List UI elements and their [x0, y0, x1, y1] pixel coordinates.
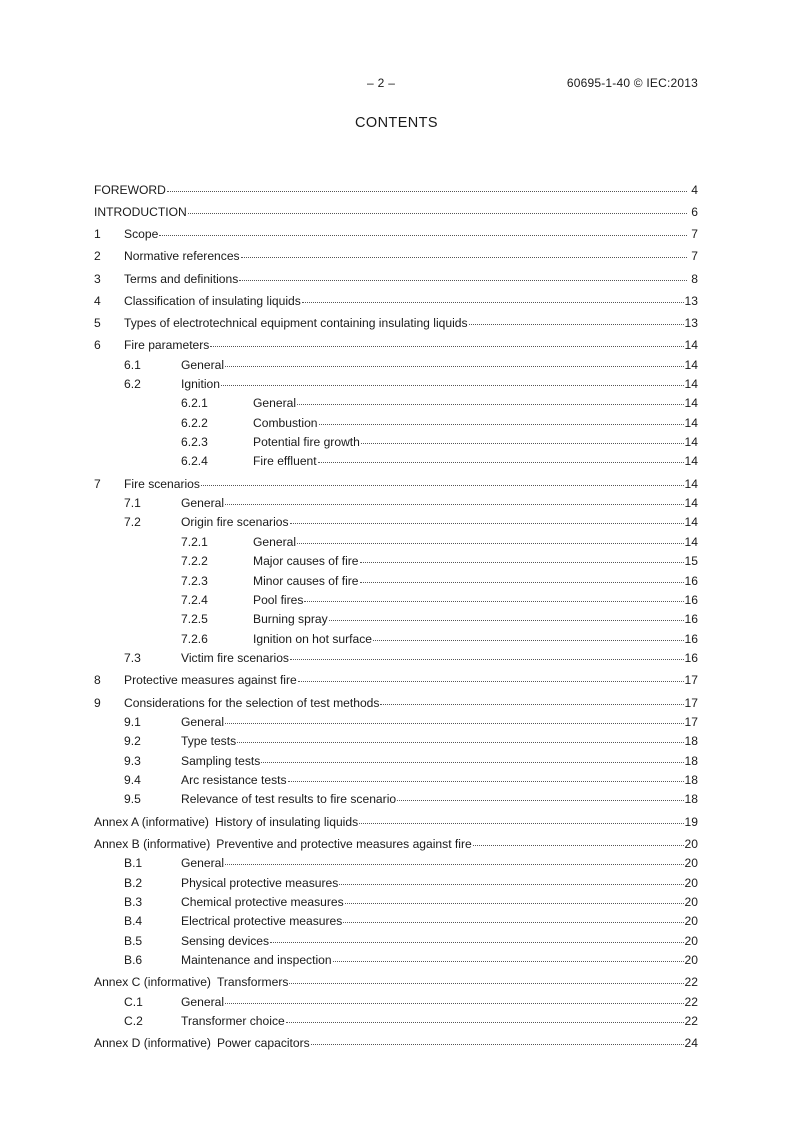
toc-entry[interactable]	[94, 270, 698, 289]
toc-entry-title: Normative references	[124, 249, 240, 264]
toc-entry-page: 16	[684, 573, 698, 588]
toc-entry-title: Minor causes of fire	[253, 573, 359, 588]
dot-leader	[298, 669, 684, 682]
toc-entry[interactable]	[94, 247, 698, 266]
dot-leader	[380, 692, 683, 705]
dot-leader	[297, 531, 684, 544]
toc-entry-page: 17	[684, 673, 698, 688]
document-reference: 60695-1-40 © IEC:2013	[566, 76, 698, 90]
dot-leader	[373, 628, 684, 641]
toc-entry-number: C.1	[124, 994, 143, 1009]
toc-entry-page: 14	[684, 396, 698, 411]
toc-entry-page: 14	[684, 357, 698, 372]
toc-entry-number: 7.2.4	[181, 592, 208, 607]
toc-entry-page: 14	[684, 476, 698, 491]
toc-entry-title: Major causes of fire	[253, 554, 359, 569]
toc-entry-title: Types of electrotechnical equipment containing insulating liquids	[124, 315, 468, 330]
toc-entry-page: 20	[684, 933, 698, 948]
toc-entry-page: 14	[684, 496, 698, 511]
dot-leader	[286, 1010, 684, 1023]
toc-entry-title: Transformer choice	[181, 1014, 285, 1029]
toc-entry-title: Combustion	[253, 415, 318, 430]
dot-leader	[304, 589, 683, 602]
toc-entry-page: 16	[684, 592, 698, 607]
toc-entry-page: 14	[684, 454, 698, 469]
dot-leader	[289, 971, 683, 984]
toc-entry-title: Transformers	[216, 975, 289, 990]
toc-entry-number: 9	[94, 695, 101, 710]
toc-entry-number: B.5	[124, 933, 143, 948]
toc-entry-page: 14	[684, 415, 698, 430]
dot-leader	[225, 711, 684, 724]
toc-entry-number: B.3	[124, 895, 143, 910]
dot-leader	[188, 201, 687, 214]
toc-entry[interactable]	[94, 1012, 698, 1031]
toc-entry-number: 6.2.2	[181, 415, 208, 430]
toc-entry-number: C.2	[124, 1014, 143, 1029]
toc-entry-number: 1	[94, 227, 101, 242]
toc-entry-title: Fire effluent	[253, 454, 317, 469]
toc-entry-number: 9.4	[124, 773, 141, 788]
toc-entry-title: Pool fires	[253, 592, 304, 607]
toc-entry-title: INTRODUCTION	[94, 204, 187, 219]
toc-entry-number: 7.3	[124, 651, 141, 666]
toc-entry-title: Fire parameters	[124, 338, 210, 353]
toc-entry-page: 17	[684, 714, 698, 729]
toc-entry-number: B.2	[124, 875, 143, 890]
dot-leader	[473, 833, 684, 846]
toc-entry[interactable]	[94, 671, 698, 690]
toc-entry-page: 7	[691, 249, 698, 264]
dot-leader	[359, 811, 683, 824]
toc-entry-page: 22	[684, 1014, 698, 1029]
dot-leader	[297, 392, 684, 405]
toc-entry-number: 7.2.3	[181, 573, 208, 588]
dot-leader	[318, 450, 684, 463]
toc-entry-title: General	[181, 357, 225, 372]
toc-entry-number: Annex B (informative)	[94, 836, 211, 851]
dot-leader	[225, 852, 684, 865]
dot-leader	[360, 570, 684, 583]
toc-entry-title: Burning spray	[253, 612, 328, 627]
toc-entry-page: 18	[684, 734, 698, 749]
toc-entry-number: 9.1	[124, 714, 141, 729]
toc-entry-title: Type tests	[181, 734, 237, 749]
toc-entry-title: Ignition	[181, 376, 220, 391]
toc-entry-page: 22	[684, 994, 698, 1009]
toc-entry-title: Chemical protective measures	[181, 895, 344, 910]
toc-entry-title: Power capacitors	[216, 1036, 310, 1051]
toc-entry-page: 24	[684, 1036, 698, 1051]
toc-entry-number: 2	[94, 249, 101, 264]
toc-entry-number: B.6	[124, 953, 143, 968]
toc-entry-number: Annex D (informative)	[94, 1036, 211, 1051]
toc-entry-page: 14	[684, 435, 698, 450]
dot-leader	[210, 334, 683, 347]
toc-entry-number: 7.2	[124, 515, 141, 530]
toc-entry-page: 20	[684, 953, 698, 968]
toc-entry[interactable]	[94, 225, 698, 244]
toc-entry-number: 7.2.1	[181, 534, 208, 549]
dot-leader	[360, 550, 684, 563]
toc-entry-number: 6	[94, 338, 101, 353]
toc-entry-page: 14	[684, 534, 698, 549]
toc-entry-page: 8	[691, 271, 698, 286]
toc-entry-page: 16	[684, 612, 698, 627]
toc-entry-number: 8	[94, 673, 101, 688]
toc-entry-title: General	[253, 396, 297, 411]
dot-leader	[361, 431, 684, 444]
toc-entry-number: 5	[94, 315, 101, 330]
toc-entry-page: 7	[691, 227, 698, 242]
toc-entry-page: 13	[684, 293, 698, 308]
toc-entry-page: 18	[684, 753, 698, 768]
dot-leader	[221, 373, 684, 386]
dot-leader	[319, 412, 684, 425]
toc-entry[interactable]	[94, 649, 698, 668]
toc-entry-number: 4	[94, 293, 101, 308]
toc-entry-number: 6.2.1	[181, 396, 208, 411]
page-title: CONTENTS	[355, 115, 438, 131]
toc-entry-number: 9.5	[124, 792, 141, 807]
dot-leader	[397, 788, 683, 801]
toc-entry-page: 14	[684, 515, 698, 530]
table-of-contents	[94, 178, 698, 1054]
toc-entry-title: General	[181, 856, 225, 871]
dot-leader	[201, 473, 684, 486]
toc-entry-title: Scope	[124, 227, 159, 242]
toc-entry-title: Arc resistance tests	[181, 773, 287, 788]
toc-entry-title: General	[181, 994, 225, 1009]
toc-entry-title: FOREWORD	[94, 182, 166, 197]
toc-entry-number: 3	[94, 271, 101, 286]
toc-entry-title: Sampling tests	[181, 753, 261, 768]
toc-entry-number: 7.2.2	[181, 554, 208, 569]
toc-entry-title: Protective measures against fire	[124, 673, 297, 688]
dot-leader	[333, 949, 684, 962]
toc-entry-number: 7	[94, 476, 101, 491]
dot-leader	[237, 730, 683, 743]
toc-entry-number: B.4	[124, 914, 143, 929]
toc-entry-number: 6.2	[124, 376, 141, 391]
dot-leader	[270, 930, 683, 943]
dot-leader	[343, 910, 683, 923]
dot-leader	[261, 750, 683, 763]
toc-entry-title: Preventive and protective measures against fire	[216, 836, 472, 851]
toc-entry[interactable]	[94, 1034, 698, 1053]
toc-entry-number: 7.1	[124, 496, 141, 511]
dot-leader	[159, 223, 687, 236]
toc-entry-title: Considerations for the selection of test methods	[124, 695, 380, 710]
toc-entry-title: Potential fire growth	[253, 435, 360, 450]
toc-entry-title: Terms and definitions	[124, 271, 239, 286]
dot-leader	[225, 492, 684, 505]
toc-entry-page: 22	[684, 975, 698, 990]
dot-leader	[290, 647, 684, 660]
dot-leader	[311, 1032, 684, 1045]
page-number: – 2 –	[367, 76, 396, 90]
toc-entry[interactable]	[94, 292, 698, 311]
dot-leader	[288, 769, 684, 782]
toc-entry-page: 16	[684, 651, 698, 666]
toc-entry-page: 6	[691, 204, 698, 219]
toc-entry-number: 9.3	[124, 753, 141, 768]
dot-leader	[225, 991, 684, 1004]
toc-entry-page: 17	[684, 695, 698, 710]
toc-entry-number: B.1	[124, 856, 143, 871]
toc-entry-title: Ignition on hot surface	[253, 631, 373, 646]
toc-entry-page: 4	[691, 182, 698, 197]
toc-entry-title: History of insulating liquids	[214, 814, 359, 829]
toc-entry-number: 7.2.6	[181, 631, 208, 646]
toc-entry-title: General	[181, 714, 225, 729]
toc-entry[interactable]	[94, 790, 698, 809]
toc-entry-page: 14	[684, 338, 698, 353]
toc-entry-title: Fire scenarios	[124, 476, 200, 491]
dot-leader	[345, 891, 684, 904]
toc-entry-page: 16	[684, 631, 698, 646]
toc-entry[interactable]	[94, 951, 698, 970]
toc-entry-number: 6.1	[124, 357, 141, 372]
dot-leader	[225, 354, 684, 367]
toc-entry-title: Victim fire scenarios	[181, 651, 289, 666]
dot-leader	[239, 268, 687, 281]
toc-entry-title: Maintenance and inspection	[181, 953, 332, 968]
toc-entry-page: 20	[684, 836, 698, 851]
dot-leader	[469, 312, 684, 325]
toc-entry-page: 14	[684, 376, 698, 391]
toc-entry-number: 6.2.3	[181, 435, 208, 450]
toc-entry-number: Annex A (informative)	[94, 814, 209, 829]
toc-entry-number: 9.2	[124, 734, 141, 749]
toc-entry-title: General	[181, 496, 225, 511]
toc-entry-number: Annex C (informative)	[94, 975, 211, 990]
toc-entry-page: 18	[684, 792, 698, 807]
toc-entry-page: 20	[684, 856, 698, 871]
toc-entry-number: 6.2.4	[181, 454, 208, 469]
toc-entry-title: Classification of insulating liquids	[124, 293, 301, 308]
dot-leader	[302, 290, 684, 303]
toc-entry-page: 18	[684, 773, 698, 788]
dot-leader	[290, 511, 684, 524]
toc-entry[interactable]	[94, 813, 698, 832]
toc-entry-title: Origin fire scenarios	[181, 515, 289, 530]
toc-entry-page: 20	[684, 895, 698, 910]
dot-leader	[339, 872, 683, 885]
toc-entry-title: Relevance of test results to fire scenario	[181, 792, 397, 807]
toc-entry-page: 19	[684, 814, 698, 829]
toc-entry[interactable]	[94, 181, 698, 200]
toc-entry[interactable]	[94, 452, 698, 471]
toc-entry-title: Electrical protective measures	[181, 914, 343, 929]
toc-entry-title: Physical protective measures	[181, 875, 339, 890]
dot-leader	[241, 245, 687, 258]
toc-entry-page: 15	[684, 554, 698, 569]
toc-entry-number: 7.2.5	[181, 612, 208, 627]
toc-entry-page: 13	[684, 315, 698, 330]
dot-leader	[167, 179, 687, 192]
dot-leader	[329, 608, 684, 621]
toc-entry[interactable]	[94, 314, 698, 333]
toc-entry-page: 20	[684, 914, 698, 929]
toc-entry[interactable]	[94, 203, 698, 222]
toc-entry-page: 20	[684, 875, 698, 890]
toc-entry-title: General	[253, 534, 297, 549]
toc-entry-title: Sensing devices	[181, 933, 270, 948]
